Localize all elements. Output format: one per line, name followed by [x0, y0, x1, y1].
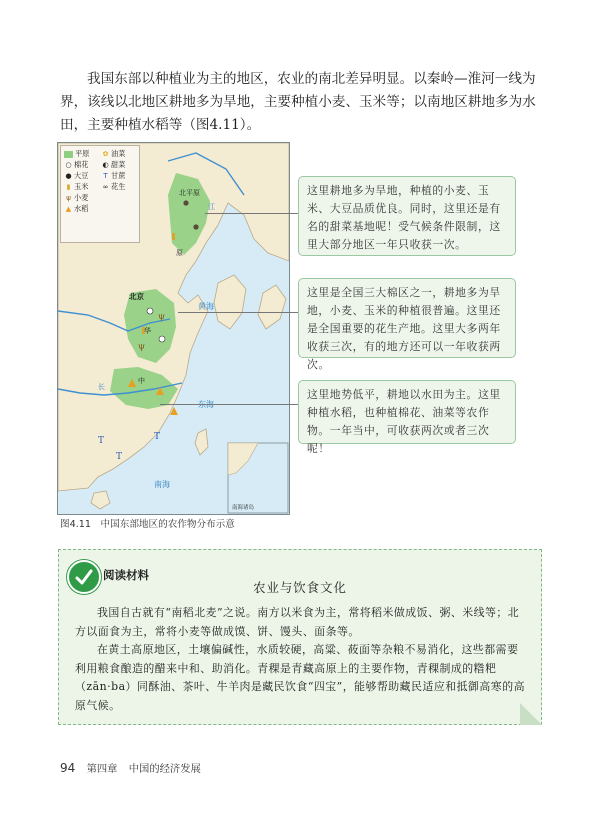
wheat-icon: ψ [66, 194, 71, 202]
intro-paragraph [60, 68, 542, 137]
sugarcane-icon: T [103, 172, 108, 180]
reading-paragraph: 在黄土高原地区，土壤偏碱性，水质较硬，高粱、莜面等杂粮不易消化，这些都需要利用粮食酿造的醋来中和、助消化。青稞是青藏高原上的主要作物，青稞制成的糌粑（zān·ba）同酥油、茶叶、牛羊肉是藏民饮食“四宝”，能够帮助藏民适应和抵御高寒的高原气候。 [75, 643, 525, 712]
soybean-icon [183, 200, 188, 205]
rice-icon: ▲ [65, 205, 72, 213]
leader-line-3 [160, 404, 298, 405]
corn-icon [172, 233, 175, 240]
reading-title: 农业与饮食文化 [253, 580, 347, 595]
taiwan-island [195, 429, 208, 455]
legend-item-peanut: ∞ 花生 [102, 182, 126, 191]
callout-yangtze-text: 这里地势低平，耕地以水田为主。这里种植水稻，也种植棉花、油菜等农作物。一年当中，可收获两次或者三次呢！ [307, 388, 501, 455]
rapeseed-icon: ✿ [102, 150, 109, 158]
map-legend [60, 145, 140, 243]
leader-line-2 [178, 312, 298, 313]
sugar-beet-icon: ◐ [102, 161, 109, 169]
callout-northeast-text: 这里耕地多为旱地，种植的小麦、玉米、大豆品质优良。同时，这里还是有名的甜菜基地呢！受气候条件限制，这里大部分地区一年只收获一次。 [307, 184, 501, 251]
callout-yangtze [298, 380, 516, 455]
soybean-icon: ● [65, 172, 72, 180]
jiang-label: 江 [208, 203, 215, 211]
page-footer [60, 760, 209, 775]
cotton-icon [159, 336, 165, 342]
callout-northeast [298, 176, 516, 256]
leader-line-1 [205, 213, 298, 214]
legend-item-rice: ▲ 水稻 [65, 204, 89, 213]
wheat-icon: ψ [158, 312, 166, 322]
korea-peninsula [214, 275, 246, 329]
nanhai-label: 南海 [154, 480, 170, 489]
reading-material-box [58, 549, 542, 725]
intro-text: 我国东部以种植业为主的地区，农业的南北差异明显。以秦岭—淮河一线为界，该线以北地区耕地多为旱地，主要种植小麦、玉米等；以南地区耕地多为水田，主要种植水稻等（图4.11）。 [60, 71, 536, 133]
zhong-label: 中 [138, 377, 145, 385]
sugarcane-icon: T [116, 452, 123, 462]
cotton-icon: ○ [65, 161, 72, 169]
reading-body [75, 604, 527, 715]
sugarcane-icon: T [154, 432, 161, 442]
plain-swatch [64, 151, 73, 158]
wheat-icon: ψ [138, 342, 146, 352]
legend-item-soybean: ● 大豆 [65, 171, 89, 180]
peanut-icon: ∞ [102, 183, 109, 191]
japan-islands [258, 285, 286, 329]
inset-label: 南海诸岛 [232, 505, 255, 511]
legend-item-plain: 平原 [64, 148, 89, 159]
legend-item-sugarcane: T 甘蔗 [101, 170, 125, 181]
figure-caption: 图4.11 中国东部地区的农作物分布示意 [60, 519, 235, 530]
huanghai-label: 黄海 [198, 302, 214, 311]
legend-item-sugar-beet: ◐ 甜菜 [102, 160, 126, 169]
corn-icon: ▮ [66, 183, 71, 191]
yuan-label: 原 [176, 249, 183, 257]
callout-north-china [298, 278, 516, 371]
chang-label: 长 [98, 383, 105, 391]
callout-north-china-text: 这里是全国三大棉区之一，耕地多为旱地，小麦、玉米的种植很普遍。这里还是全国重要的花生产地。这里大多两年收获三次，有的地方还可以一年收获两次。 [307, 286, 501, 371]
hua-label: 华 [144, 327, 151, 335]
hainan-island [91, 491, 110, 509]
chapter-title: 中国的经济发展 [128, 763, 201, 775]
page-number: 94 [60, 761, 76, 775]
legend-item-wheat: ψ 小麦 [64, 192, 88, 203]
beijing-label: 北京 [129, 292, 144, 301]
sugarcane-icon: T [98, 436, 105, 446]
page-curl-decoration [520, 703, 542, 725]
north-plain-label: 北平原 [179, 189, 200, 197]
reading-paragraph: 我国自古就有“南稻北麦”之说。南方以米食为主，常将稻米做成饭、粥、米线等；北方以面食为主，常将小麦等做成馍、饼、馒头、面条等。 [75, 606, 520, 638]
cotton-icon [147, 308, 153, 314]
chapter-number: 第四章 [86, 763, 118, 775]
crop-distribution-map [57, 142, 290, 515]
soybean-icon [193, 224, 198, 229]
legend-item-corn: ▮ 玉米 [64, 181, 88, 192]
reading-material-label: 阅读材料 [103, 568, 149, 582]
legend-item-cotton: ○ 棉花 [65, 160, 89, 169]
legend-item-rapeseed: ✿ 油菜 [102, 149, 126, 158]
